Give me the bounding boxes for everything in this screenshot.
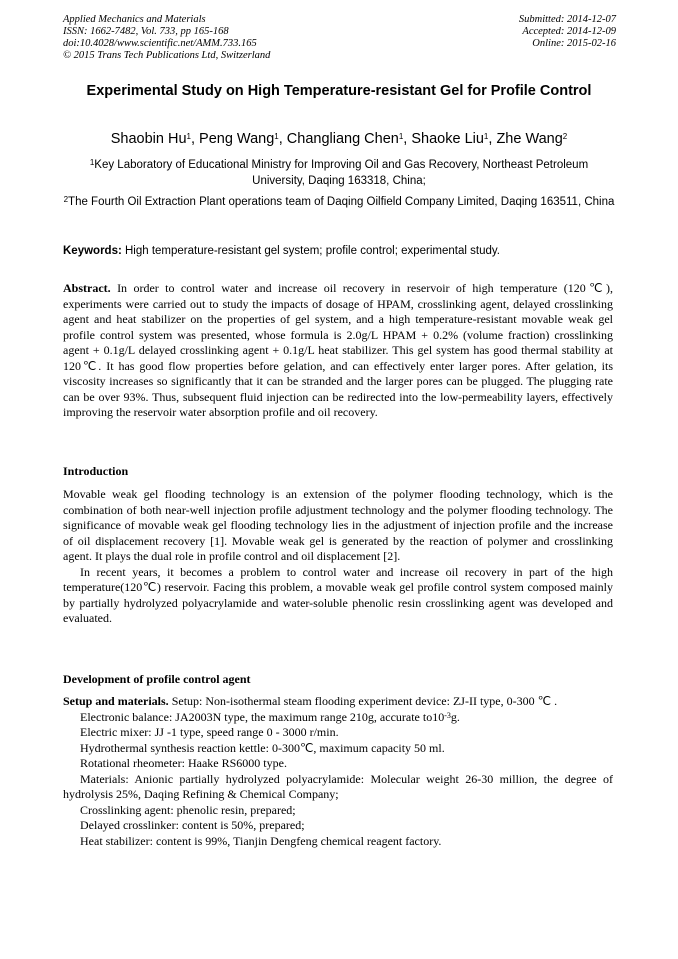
equipment-item (63, 710, 613, 726)
balance-unit: g. (450, 709, 460, 724)
abstract (63, 281, 613, 421)
paper-title: Experimental Study on High Temperature-resistant Gel for Profile Control (86, 83, 592, 99)
abstract-label: Abstract. (63, 281, 111, 295)
material-item: Delayed crosslinker: content is 50%, prepared; (80, 818, 305, 832)
balance-text: Electronic balance: JA2003N type, the maximum range 210g, accurate to10 (80, 709, 445, 724)
introduction-body (63, 487, 613, 627)
author-name: Shaobin Hu (110, 131, 187, 147)
material-item: Crosslinking agent: phenolic resin, prepared; (80, 802, 296, 817)
author-affiliation-mark: 1 (186, 132, 191, 141)
copyright-line: © 2015 Trans Tech Publications Ltd, Switzerland (63, 50, 271, 61)
introduction-heading: Introduction (63, 464, 129, 478)
issn-line: ISSN: 1662-7482, Vol. 733, pp 165-168 (63, 26, 229, 37)
online-date: Online: 2015-02-16 (532, 38, 616, 49)
journal-name: Applied Mechanics and Materials (63, 14, 206, 25)
author-affiliation-mark: 1 (274, 132, 279, 141)
material-item: Heat stabilizer: content is 99%, Tianjin Dengfeng chemical reagent factory. (80, 833, 442, 848)
abstract-text: In order to control water and increase oil recovery in reservoir of high temperature (120℃), experiments were carried out to study the impacts of dosage of HPAM, crosslinking agent, delayed crosslinking agent and heat stabilizer on the properties of gel system, and a high temperature-resistant movable weak gel profile control system was presented, whose formula is 2.0g/L HPAM + 0.2% (volume fraction) crosslinking agent + 0.1g/L delayed crosslinking agent + 0.1g/L heat stabilizer. This gel system has good thermal stability at 120℃. It has good flow properties before gelation, and can effectively enter larger pores. After gelation, its viscosity increases so significantly that it can be stranded and the larger pores can be plugged. The plugging rate can be over 93%. Thus, subsequent fluid injection can be redirected into the low-permeability layers, effectively improving the reservoir water absorption profile and oil recovery. (63, 281, 614, 419)
introduction-paragraph: Movable weak gel flooding technology is an extension of the polymer flooding technology, which is the combination of both near-well injection profile adjustment technology and the polymer flooding technology. The significance of movable weak gel flooding technology lies in the adjustment of injection profile and the increase of oil displacement recovery [1]. Movable weak gel is generated by the reaction of polymer and crosslinking agent. It plays the dual role in profile control and oil displacement [2]. (63, 487, 613, 563)
journal-info (63, 14, 270, 62)
keywords (63, 243, 615, 259)
author-affiliation-mark: 2 (562, 132, 568, 141)
keywords-text: High temperature-resistant gel system; profile control; experimental study. (125, 245, 500, 257)
affiliation-number: 1 (89, 158, 95, 167)
doi-line: doi:10.4028/www.scientific.net/AMM.733.165 (63, 38, 257, 49)
affiliation-1 (63, 157, 615, 189)
setup-text: Setup: Non-isothermal steam flooding experiment device: ZJ-II type, 0-300 ℃ . (171, 694, 558, 708)
affiliation-text: Key Laboratory of Educational Ministry for Improving Oil and Gas Recovery, Northeast Petroleum University, Daqing 163318, China; (94, 159, 589, 187)
accepted-date: Accepted: 2014-12-09 (522, 26, 616, 37)
author-affiliation-mark: 1 (483, 132, 489, 141)
keywords-label: Keywords: (63, 245, 122, 257)
author-name: Changliang Chen (286, 131, 399, 147)
introduction-paragraph: In recent years, it becomes a problem to control water and increase oil recovery in part of the high temperature(120℃) reservoir. Facing this problem, a movable weak gel profile control system composed mainly by partially hydrolyzed polyacrylamide and water-soluble phenolic resin crosslinking agent was developed and evaluated. (63, 564, 613, 625)
author-name: Peng Wang (199, 131, 275, 147)
materials-paragraph: Materials: Anionic partially hydrolyzed polyacrylamide: Molecular weight 26-30 million, the degree of hydrolysis 25%, Daqing Refining & Chemical Company; (63, 771, 613, 801)
affiliation-2 (63, 194, 615, 210)
setup-label: Setup and materials. (63, 694, 169, 708)
author-affiliation-mark: 1 (398, 132, 404, 141)
setup-paragraph (63, 694, 613, 710)
affiliation-number: 2 (63, 195, 69, 204)
submission-dates (519, 14, 616, 50)
author-name: Shaoke Liu (411, 131, 484, 147)
equipment-item: Hydrothermal synthesis reaction kettle: 0-300℃, maximum capacity 50 ml. (80, 740, 445, 755)
setup-and-materials (63, 694, 613, 849)
development-heading: Development of profile control agent (63, 672, 251, 686)
submitted-date: Submitted: 2014-12-07 (518, 14, 616, 25)
author-list: Shaobin Hu$^1$, Peng Wang$^1$, Changliang Chen$^1$, Shaoke Liu$^1$, Zhe Wang$^2$ (110, 131, 568, 147)
equipment-item: Rotational rheometer: Haake RS6000 type. (80, 756, 287, 770)
equipment-item: Electric mixer: JJ -1 type, speed range 0 - 3000 r/min. (80, 725, 339, 739)
author-name: Zhe Wang (496, 131, 563, 147)
balance-exponent: -3 (444, 710, 451, 720)
affiliation-text: The Fourth Oil Extraction Plant operations team of Daqing Oilfield Company Limited, Daqing 163511, China (68, 196, 615, 208)
